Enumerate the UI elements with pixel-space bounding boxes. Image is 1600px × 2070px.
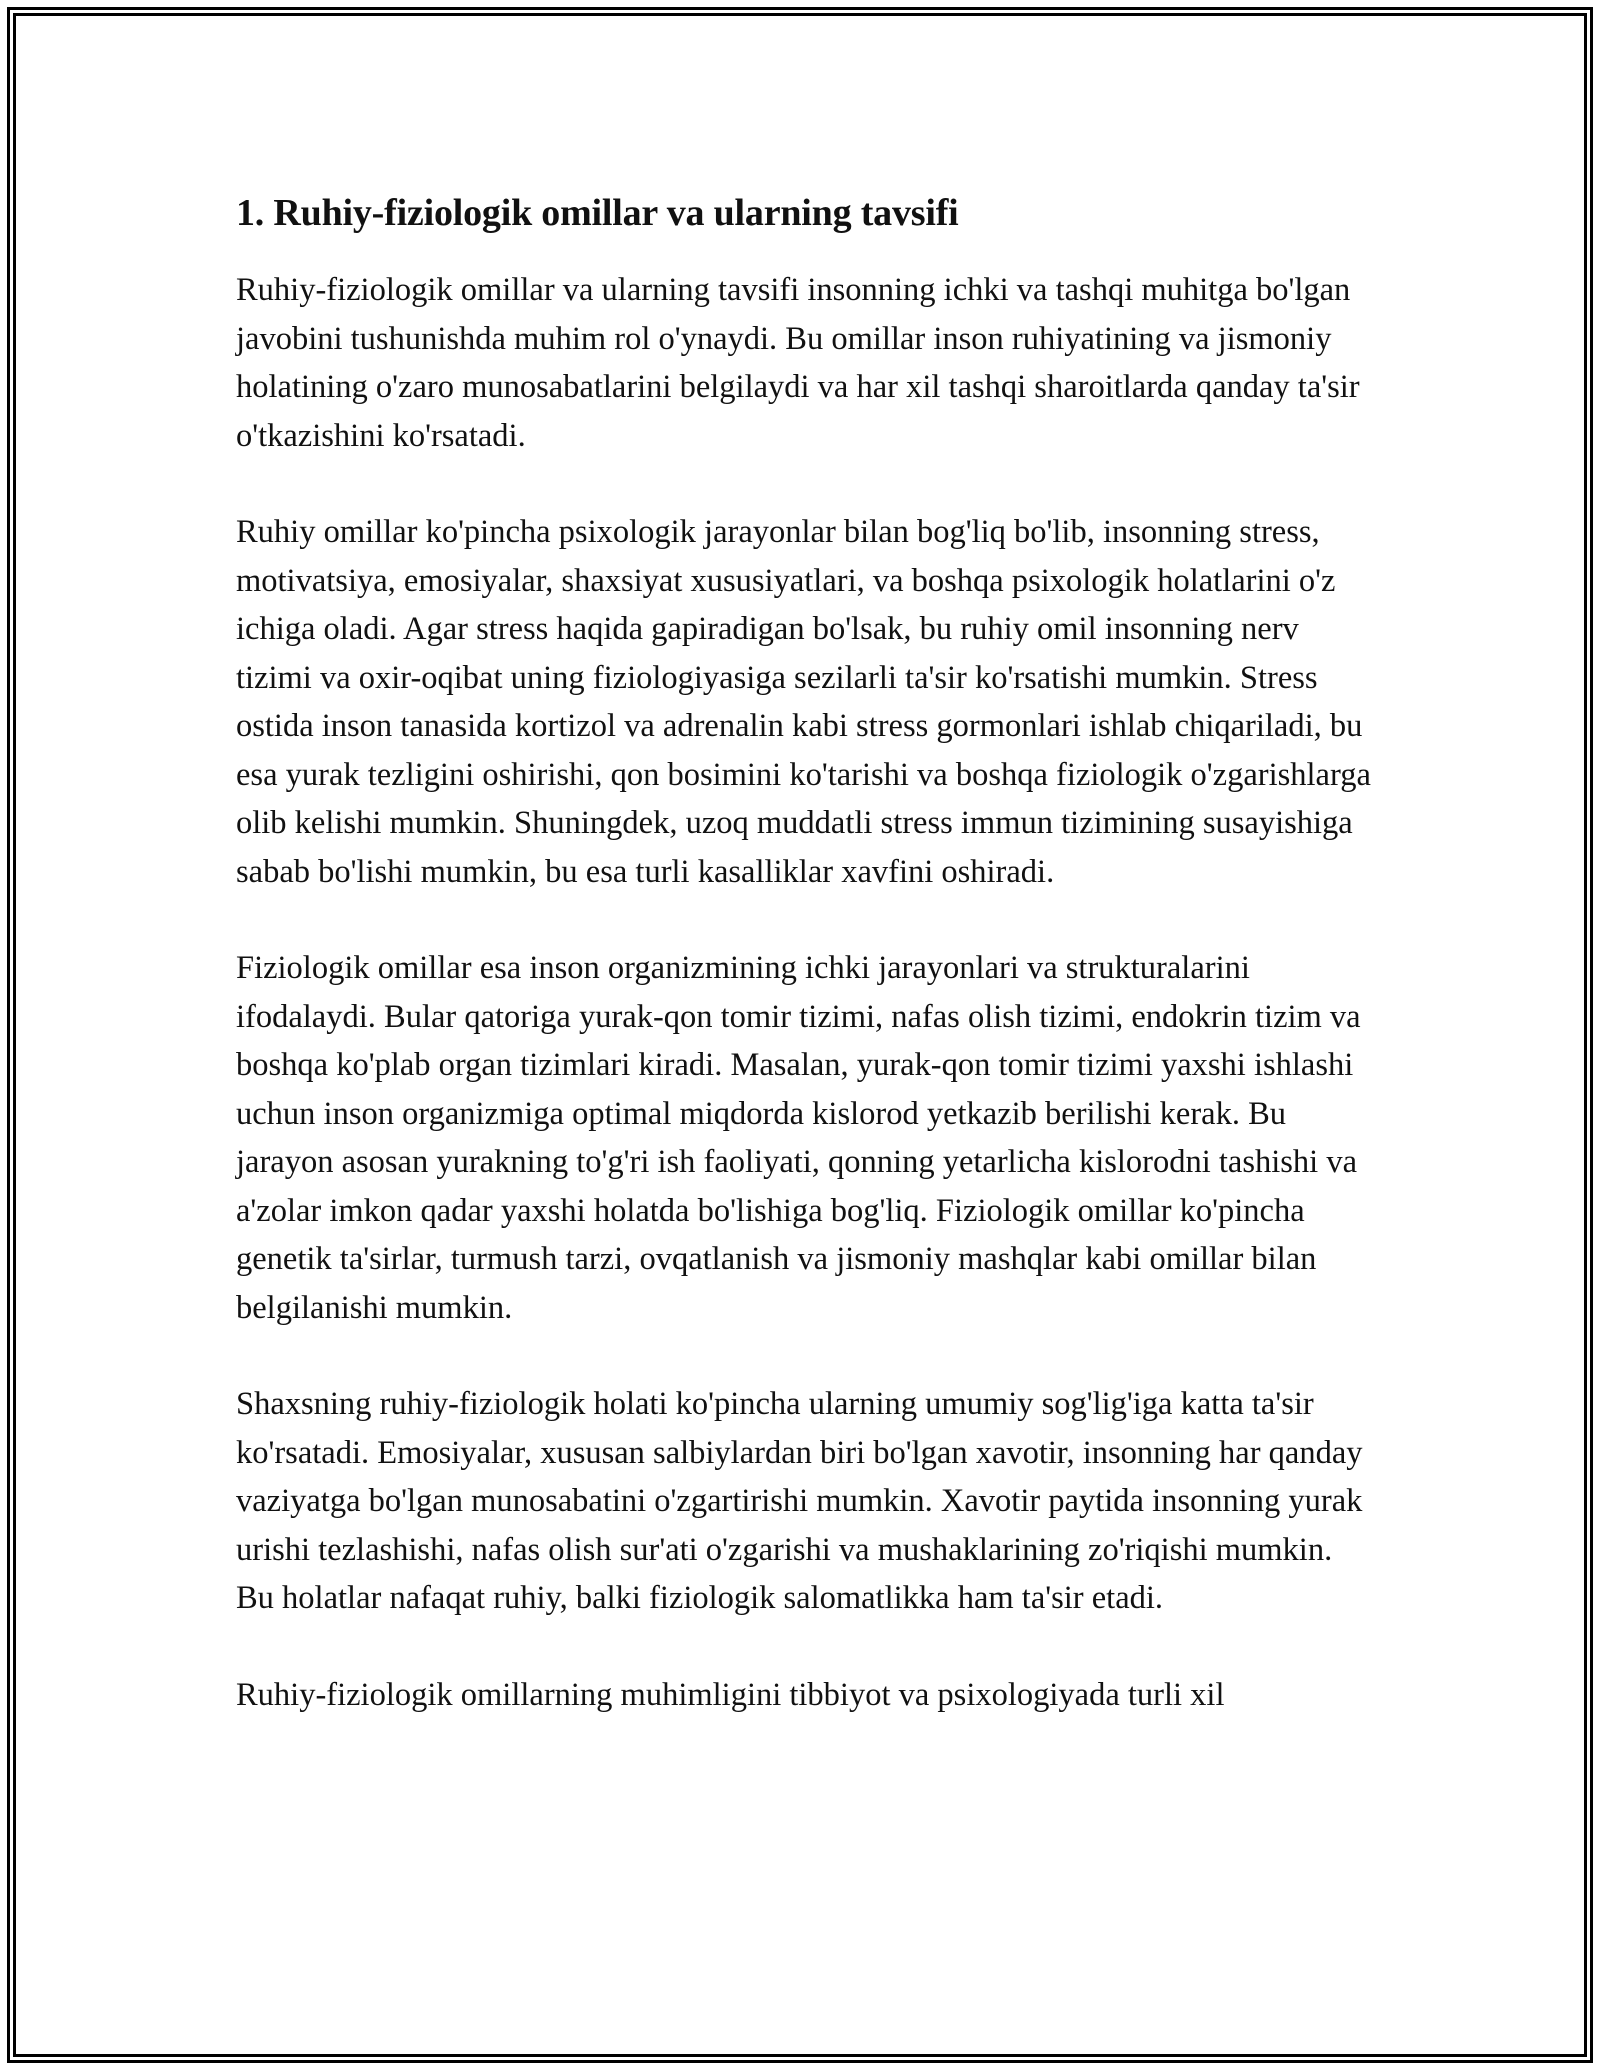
paragraph-3: Fiziologik omillar esa inson organizmining ichki jarayonlari va strukturalarini ifodalaydi. Bular qatoriga yurak-qon tomir tizimi, nafas olish tizimi, endokrin tizim va boshqa ko'plab organ tizimlari kiradi. Masalan, yurak-qon tomir tizimi yaxshi ishlashi uchun inson organizmiga optimal miqdorda kislorod yetkazib berilishi kerak. Bu jarayon asosan yurakning to'g'ri ish faoliyati, qonning yetarlicha kislorodni tashishi va a'zolar imkon qadar yaxshi holatda bo'lishiga bog'liq. Fiziologik omillar ko'pincha genetik ta'sirlar, turmush tarzi, ovqatlanish va jismoniy mashqlar kabi omillar bilan belgilanishi mumkin. (236, 950, 1361, 1326)
section-heading: 1. Ruhiy-fiziologik omillar va ularning tavsifi (236, 192, 959, 234)
paragraph-2: Ruhiy omillar ko'pincha psixologik jarayonlar bilan bog'liq bo'lib, insonning stress, motivatsiya, emosiyalar, shaxsiyat xususiyatlari, va boshqa psixologik holatlarini o'z ichiga oladi. Agar stress haqida gapiradigan bo'lsak, bu ruhiy omil insonning nerv tizimi va oxir-oqibat uning fiziologiyasiga sezilarli ta'sir ko'rsatishi mumkin. Stress ostida inson tanasida kortizol va adrenalin kabi stress gormonlari ishlab chiqariladi, bu esa yurak tezligini oshirishi, qon bosimini ko'tarishi va boshqa fiziologik o'zgarishlarga olib kelishi mumkin. Shuningdek, uzoq muddatli stress immun tizimining susayishiga sabab bo'lishi mumkin, bu esa turli kasalliklar xavfini oshiradi. (236, 514, 1371, 890)
paragraph-5: Ruhiy-fiziologik omillarning muhimligini tibbiyot va psixologiyada turli xil (236, 1676, 1225, 1713)
paragraph-1: Ruhiy-fiziologik omillar va ularning tavsifi insonning ichki va tashqi muhitga bo'lgan javobini tushunishda muhim rol o'ynaydi. Bu omillar inson ruhiyatining va jismoniy holatining o'zaro munosabatlarini belgilaydi va har xil tashqi sharoitlarda qanday ta'sir o'tkazishini ko'rsatadi. (236, 272, 1360, 454)
document-body (236, 188, 1376, 1767)
paragraph-4: Shaxsning ruhiy-fiziologik holati ko'pincha ularning umumiy sog'lig'iga katta ta'sir ko'rsatadi. Emosiyalar, xususan salbiylardan biri bo'lgan xavotir, insonning har qanday vaziyatga bo'lgan munosabatini o'zgartirishi mumkin. Xavotir paytida insonning yurak urishi tezlashishi, nafas olish sur'ati o'zgarishi va mushaklarining zo'riqishi mumkin. Bu holatlar nafaqat ruhiy, balki fiziologik salomatlikka ham ta'sir etadi. (236, 1386, 1363, 1616)
